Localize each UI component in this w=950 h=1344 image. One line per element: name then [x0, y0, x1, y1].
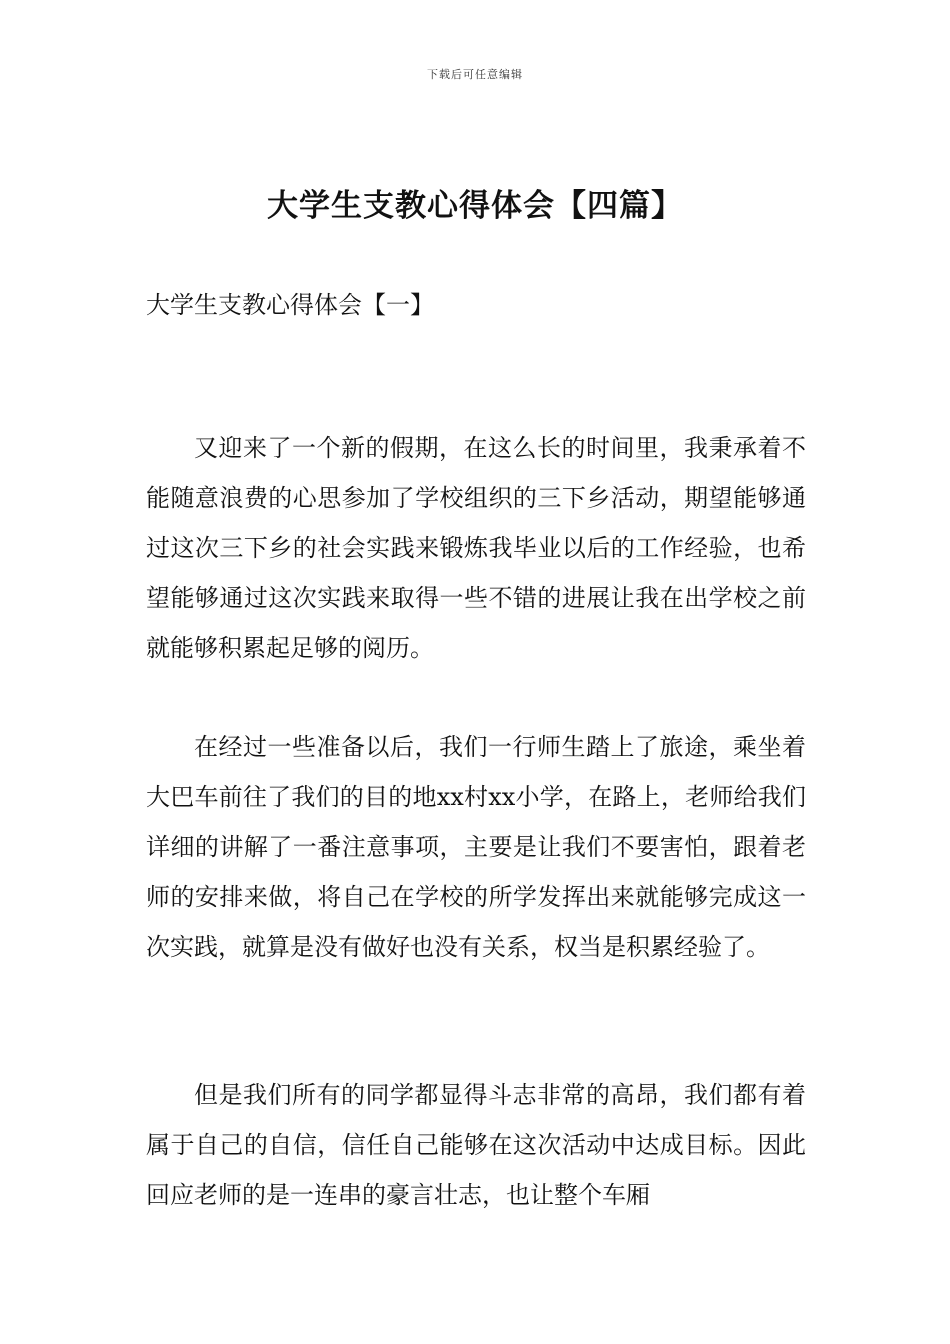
document-title: 大学生支教心得体会【四篇】: [267, 188, 683, 224]
section-heading: 大学生支教心得体会【一】: [146, 291, 434, 319]
paragraph-2: 在经过一些准备以后，我们一行师生踏上了旅途，乘坐着大巴车前往了我们的目的地xx村xx小学，在路上，老师给我们详细的讲解了一番注意事项，主要是让我们不要害怕，跟着老师的安排来做，将自己在学校的所学发挥出来就能够完成这一次实践，就算是没有做好也没有关系，权当是积累经验了。: [146, 733, 806, 961]
header-note: 下载后可任意编辑: [427, 68, 523, 81]
paragraph-3: 但是我们所有的同学都显得斗志非常的高昂，我们都有着属于自己的自信，信任自己能够在这次活动中达成目标。因此回应老师的是一连串的豪言壮志，也让整个车厢: [146, 1081, 806, 1209]
paragraph-1: 又迎来了一个新的假期，在这么长的时间里，我秉承着不能随意浪费的心思参加了学校组织的三下乡活动，期望能够通过这次三下乡的社会实践来锻炼我毕业以后的工作经验，也希望能够通过这次实践来取得一些不错的进展让我在出学校之前就能够积累起足够的阅历。: [146, 434, 806, 662]
